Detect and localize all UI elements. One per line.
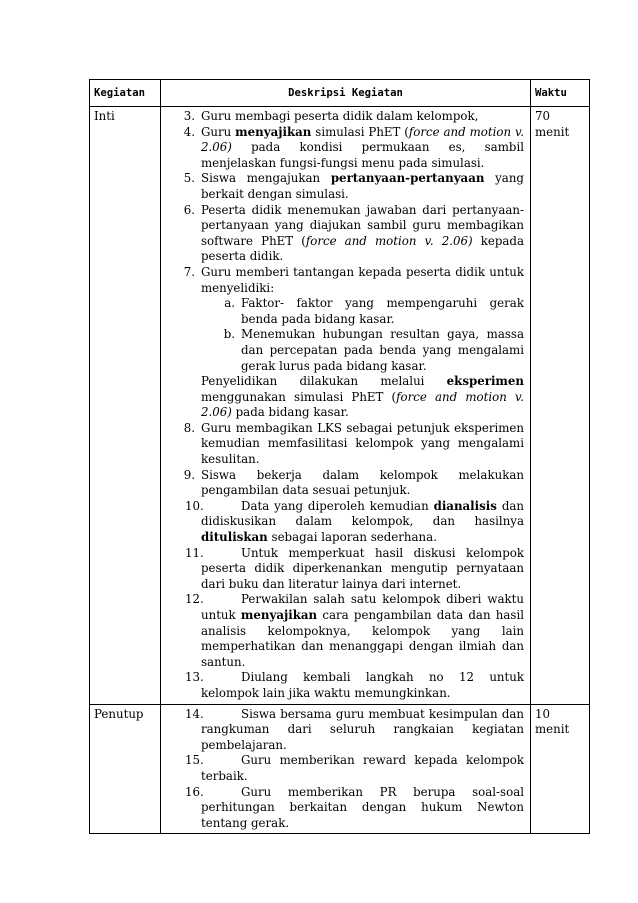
waktu-penutup: 10 menit (531, 704, 590, 834)
row-inti (90, 107, 590, 705)
list-item: 12. Perwakilan salah satu kelompok diberi waktu untuk menyajikan cara pengambilan data dan hasil analisis kelompoknya, kelompok yang lain memperhatikan dan menanggapi dengan ilmiah dan santun. (185, 592, 525, 669)
kegiatan-inti: Inti (90, 107, 161, 705)
header-waktu: Waktu (531, 80, 590, 107)
header-kegiatan: Kegiatan (90, 80, 161, 107)
deskripsi-penutup (161, 704, 531, 834)
list-item: 14. Siswa bersama guru membuat kesimpulan dan rangkuman dari seluruh rangkaian kegiatan pembelajaran. (185, 706, 524, 752)
list-item: 3. Guru membagi peserta didik dalam kelompok, (183, 109, 479, 123)
list-item: 10. Data yang diperoleh kemudian dianalisis dan didiskusikan dalam kelompok, dan hasilnya dituliskan sebagai laporan sederhana. (185, 498, 524, 545)
activity-table (89, 79, 590, 834)
sub-item-b: b. Menemukan hubungan resultan gaya, massa dan percepatan pada benda yang mengalami gerak lurus pada bidang kasar. (223, 327, 524, 373)
header-deskripsi: Deskripsi Kegiatan (161, 80, 531, 107)
list-item: 15. Guru memberikan reward kepada kelompok terbaik. (185, 753, 524, 783)
paragraph-penyelidikan: Penyelidikan dilakukan melalui eksperimen menggunakan simulasi PhET (force and motion v. 2.06) pada bidang kasar. (201, 374, 524, 420)
list-item: 8. Guru membagikan LKS sebagai petunjuk eksperimen kemudian memfasilitasi kelompok yang mengalami kesulitan. (183, 420, 524, 467)
list-item: 9. Siswa bekerja dalam kelompok melakukan pengambilan data sesuai petunjuk. (183, 467, 524, 498)
header-row (90, 80, 590, 107)
list-item: 5. Siswa mengajukan pertanyaan-pertanyaan yang berkait dengan simulasi. (183, 171, 524, 201)
waktu-inti: 70 menit (531, 107, 590, 705)
list-item: 7. Guru memberi tantangan kepada peserta didik untuk menyelidiki: (183, 264, 524, 295)
list-item: 4. Guru menyajikan simulasi PhET (force and motion v. 2.06) pada kondisi permukaan es, sambil menjelaskan fungsi-fungsi menu pada simulasi. (183, 124, 524, 170)
deskripsi-inti (161, 107, 531, 705)
list-item: 6. Peserta didik menemukan jawaban dari pertanyaan-pertanyaan yang diajukan sambil guru membagikan software PhET (force and motion v. 2.06) kepada peserta didik. (183, 202, 524, 264)
row-penutup (90, 704, 590, 834)
list-item: 16. Guru memberikan PR berupa soal-soal perhitungan berkaitan dengan hukum Newton tentang gerak. (185, 784, 524, 830)
kegiatan-penutup: Penutup (90, 704, 161, 834)
sub-item-a: a. Faktor- faktor yang mempengaruhi gerak benda pada bidang kasar. (224, 296, 524, 326)
list-item: 13. Diulang kembali langkah no 12 untuk kelompok lain jika waktu memungkinkan. (185, 670, 524, 700)
list-item: 11. Untuk memperkuat hasil diskusi kelompok peserta didik diperkenankan mengutip pernyataan dari buku dan literatur lainya dari internet. (185, 545, 524, 591)
